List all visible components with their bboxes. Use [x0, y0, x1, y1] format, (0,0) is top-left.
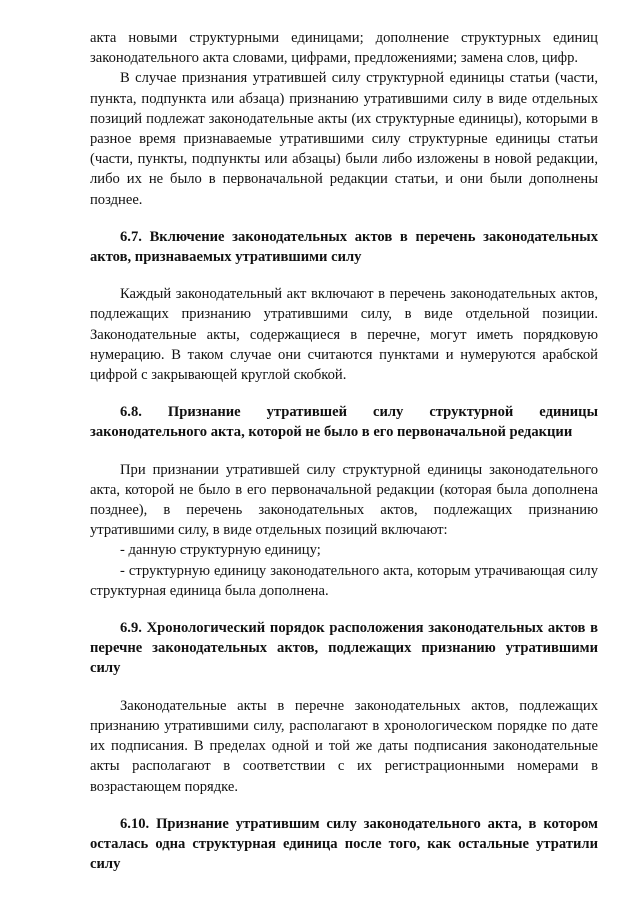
paragraph-repeal-structural-unit: В случае признания утратившей силу структурной единицы статьи (части, пункта, подпункта или абзаца) признанию утратившими силу в виде отдельных позиций подлежат законодательные акты (их структурные единицы), которыми в разное время признаваемые утратившими силу структурные единицы статьи (части, пункты, подпункты или абзацы) были либо изложены в новой редакции, либо их не было в первоначальной редакции статьи, и они были дополнены позднее. — [90, 70, 598, 208]
paragraph-6-9: Законодательные акты в перечне законодательных актов, подлежащих признанию утратившими силу, располагают в хронологическом порядке по дате их подписания. В пределах одной и той же даты подписания законодательные акты располагают в соответствии с их регистрационными номерами в возрастающем порядке. — [90, 697, 598, 795]
heading-6-7: 6.7. Включение законодательных актов в перечень законодательных актов, признаваемых утратившими силу — [90, 228, 598, 266]
heading-6-8: 6.8. Признание утратившей силу структурной единицы законодательного акта, которой не было в его первоначальной редакции — [90, 404, 598, 441]
paragraph-6-8: При признании утратившей силу структурной единицы законодательного акта, которой не было в его первоначальной редакции (которая была дополнена позднее), в перечень законодательных актов, подлежащих признанию утратившими силу, в виде отдельных позиций включают: — [90, 461, 598, 539]
list-item-6-8-1: - данную структурную единицу; — [120, 542, 321, 559]
list-item-6-8-2: - структурную единицу законодательного акта, которым утрачивающая силу структурная единица была дополнена. — [90, 562, 598, 599]
heading-6-10: 6.10. Признание утратившим силу законодательного акта, в котором осталась одна структурная единица после того, как остальные утратили силу — [90, 815, 598, 873]
document-page — [90, 28, 598, 874]
heading-6-9: 6.9. Хронологический порядок расположения законодательных актов в перечне законодательных актов, подлежащих признанию утратившими силу — [90, 620, 598, 677]
paragraph-6-7: Каждый законодательный акт включают в перечень законодательных актов, подлежащих признанию утратившими силу, в виде отдельной позиции. Законодательные акты, содержащиеся в перечне, могут иметь порядковую нумерацию. В таком случае они считаются пунктами и нумеруются арабской цифрой с закрывающей круглой скобкой. — [90, 286, 598, 384]
paragraph-continued: акта новыми структурными единицами; дополнение структурных единиц законодательного акта словами, цифрами, предложениями; замена слов, цифр. — [90, 30, 598, 67]
